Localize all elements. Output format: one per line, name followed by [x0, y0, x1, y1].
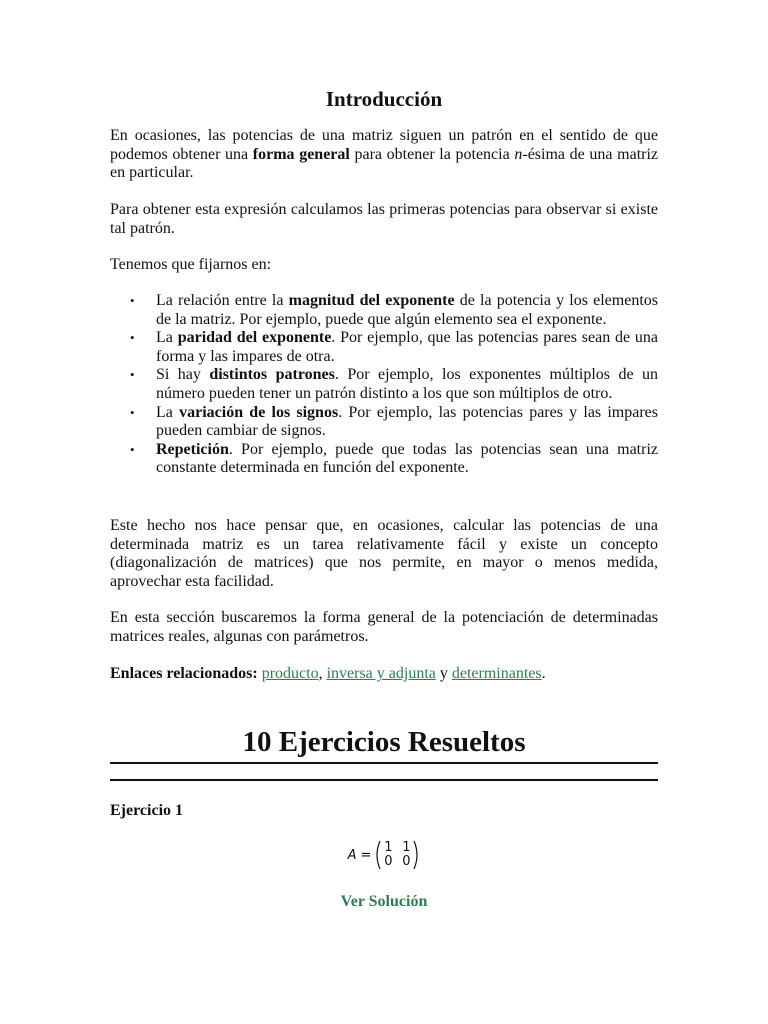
list-item — [110, 441, 658, 478]
intro-paragraph-1 — [110, 127, 658, 183]
list-item-bold: magnitud del exponente — [288, 292, 455, 309]
list-item-bold: distintos patrones — [209, 366, 335, 384]
link-end-punctuation: . — [541, 665, 546, 682]
matrix-variable: A — [347, 847, 357, 863]
link-separator: , — [318, 665, 327, 682]
related-links — [110, 664, 658, 684]
bullet-icon: • — [130, 441, 135, 457]
left-paren-icon — [374, 840, 381, 870]
matrix-cell: 1 — [384, 840, 393, 855]
list-item-text: Si hay — [156, 366, 210, 384]
list-item-text: La — [156, 329, 178, 347]
matrix-equation — [110, 840, 658, 870]
list-item-text: . Por ejemplo, los exponentes múltiplos de un número pueden tener un patrón distinto a los que son múltiplos de otro. — [156, 366, 659, 402]
equals-sign: = — [360, 847, 372, 863]
list-item-text: La relación entre la — [156, 292, 289, 309]
list-item-text: de la potencia y los elementos de la matriz. Por ejemplo, puede que algún elemento sea el exponente. — [156, 292, 658, 328]
right-paren-icon — [413, 840, 420, 870]
matrix-cell: 0 — [402, 854, 411, 869]
emphasis-text: forma general — [252, 145, 350, 163]
list-item — [110, 404, 658, 441]
list-item-bold: Repetición — [156, 440, 229, 458]
list-item-bold: variación de los signos — [179, 403, 339, 421]
body-paragraph-5: En esta sección buscaremos la forma general de la potenciación de determinadas matrices reales, algunas con parámetros. — [110, 609, 658, 645]
link-determinantes[interactable]: determinantes — [451, 665, 542, 682]
list-item-text: . Por ejemplo, puede que todas las potencias sean una matriz constante determinada en función del exponente. — [156, 440, 658, 477]
related-links-label: Enlaces relacionados: — [110, 665, 258, 682]
intro-text: -ésima de una matriz en particular. — [110, 145, 659, 182]
intro-paragraph-2: Para obtener esta expresión calculamos las primeras potencias para observar si existe tal patrón. — [110, 201, 658, 237]
matrix-cells — [381, 841, 413, 869]
link-producto[interactable]: producto — [261, 665, 319, 682]
list-item-text: . Por ejemplo, las potencias pares y las impares pueden cambiar de signos. — [156, 403, 659, 440]
matrix-cell: 1 — [402, 840, 411, 855]
bullet-icon: • — [130, 330, 135, 346]
list-item — [110, 292, 658, 329]
variable-n: n — [514, 145, 523, 163]
divider-bottom — [110, 779, 658, 781]
link-separator: y — [435, 665, 452, 682]
intro-text: para obtener la potencia — [349, 145, 515, 163]
matrix-cell: 0 — [384, 854, 393, 869]
divider-top — [110, 762, 658, 764]
exercise-1-title: Ejercicio 1 — [110, 802, 184, 819]
list-item — [110, 366, 658, 403]
list-item-text: La — [156, 403, 180, 421]
body-paragraph-4: Este hecho nos hace pensar que, en ocasiones, calcular las potencias de una determinada matriz es un tarea relativamente fácil y existe un concepto (diagonalización de matrices) que nos permite, en mayor o menos medida, aprovechar esta facilidad. — [110, 517, 658, 590]
exercises-heading: 10 Ejercicios Resueltos — [242, 726, 526, 759]
bullet-icon: • — [130, 404, 135, 420]
intro-paragraph-3: Tenemos que fijarnos en: — [110, 256, 272, 273]
intro-text: En ocasiones, las potencias de una matriz siguen un patrón en el sentido de que podemos obtener una — [110, 127, 658, 163]
bullet-icon: • — [130, 293, 135, 308]
bullet-icon: • — [130, 367, 135, 383]
matrix-expression — [348, 840, 421, 870]
view-solution-button[interactable]: Ver Solución — [340, 893, 428, 910]
list-item-text: . Por ejemplo, que las potencias pares sean de una forma y las impares de otra. — [156, 329, 659, 365]
list-item — [110, 329, 658, 366]
criteria-list — [110, 292, 658, 478]
link-inversa-adjunta[interactable]: inversa y adjunta — [326, 665, 436, 682]
list-item-bold: paridad del exponente — [177, 329, 332, 347]
page-title: Introducción — [325, 87, 443, 111]
